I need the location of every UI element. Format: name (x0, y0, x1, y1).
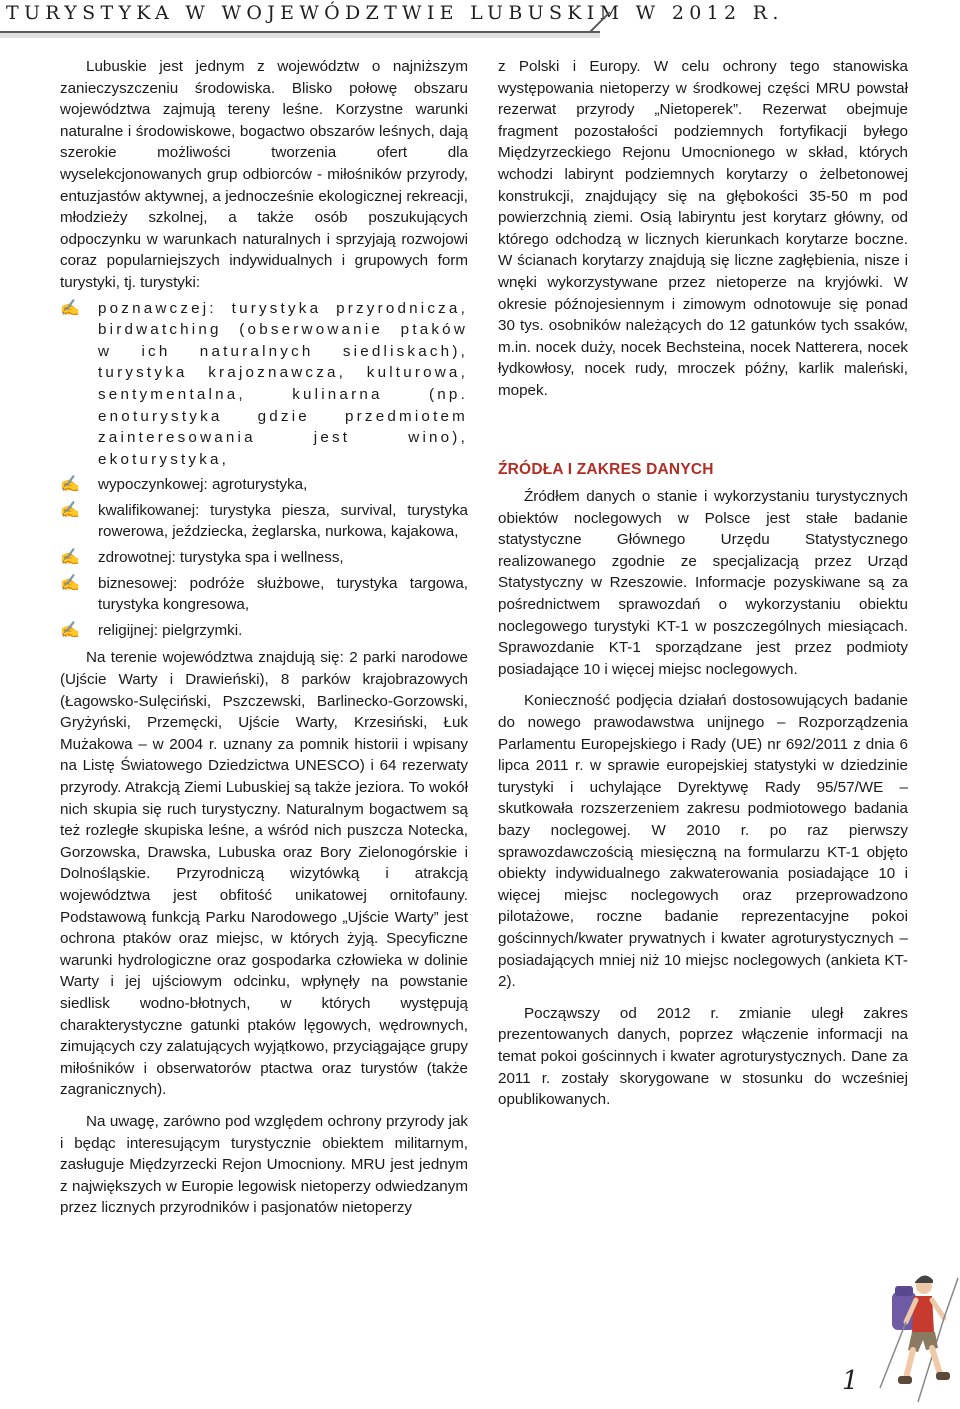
pen-nib-icon: ✍ (60, 476, 80, 494)
pen-nib-icon: ✍ (60, 574, 80, 592)
list-item (60, 573, 468, 616)
pen-nib-icon: ✍ (60, 621, 80, 639)
paragraph-sources: Źródłem danych o stanie i wykorzystaniu turystycznych obiektów noclegowych w Polsce jest stałe badanie statystyczne Głównego Urzędu Statystycznego realizowanego zgodnie ze specjalizacją przez Urząd Statystyczny w Rzeszowie. Informacje pozyskiwane są za pośrednictwem sprawozdań o wykorzystaniu obiektu noclegowego turystyki KT-1 w poszczególnych miesiącach. Sprawozdanie KT-1 sporządzane jest przez podmioty posiadające 10 i więcej miejsc noclegowych. (498, 488, 908, 678)
list-item-label: kwalifikowanej: (98, 501, 200, 519)
page-header (0, 0, 960, 42)
list-item-label: poznawczej: (98, 299, 217, 317)
left-column (60, 56, 468, 1219)
list-item (60, 500, 468, 543)
header-title: TURYSTYKA W WOJEWÓDZTWIE LUBUSKIM W 2012 R. (6, 2, 784, 24)
list-item-text: podróże służbowe, turystyka targowa, turystyka kongresowa, (98, 574, 468, 614)
paragraph-nietoperek: z Polski i Europy. W celu ochrony tego stanowiska występowania nietoperzy w środkowej części MRU powstał rezerwat przyrody „Nietoperek”. Rezerwat obejmuje fragment pozostałości podziemnych fortyfikacji byłego Międzyrzeckiego Rejonu Umocnionego w skład, których wchodzi labirynt podziemnych korytarzy o żelbetonowej konstrukcji, znajdujący się na głębokości 35-50 m pod powierzchnią ziemi. Osią labiryntu jest korytarz główny, od którego odchodzą w licznych kierunkach korytarze boczne. W ścianach korytarzy znajdują się liczne zagłębienia, nisze i wnęki wykorzystywane przez nietoperze na kryjówki. W okresie późnojesiennym i zimowym odnotowuje się ponad 30 tys. osobników należących do 12 gatunków tych ssaków, m.in. nocek duży, nocek Bechsteina, nocek Natterera, nocek łydkowłosy, nocek rudy, mroczek późny, karlik maleński, mopek. (498, 58, 908, 399)
list-item-label: biznesowej: (98, 574, 178, 592)
list-item (60, 298, 468, 471)
list-item (60, 620, 468, 642)
list-item-text: pielgrzymki. (157, 621, 243, 639)
list-item-label: wypoczynkowej: (98, 476, 208, 494)
tourism-types-list (60, 298, 468, 642)
pen-nib-icon: ✍ (60, 549, 80, 567)
list-item-label: religijnej: (98, 621, 158, 639)
paragraph-nature: Na terenie województwa znajdują się: 2 parki narodowe (Ujście Warty i Drawieński), 8 parków krajobrazowych (Łagowsko-Sulęciński, Pszczewski, Barlinecko-Gorzowski, Gryżyński, Przemęcki, Ujście Warty, Krzesiński, Łuk Mużakowa – w 2004 r. uznany za pomnik historii i wpisany na Listę Światowego Dziedzictwa UNESCO) i 64 rezerwaty przyrody. Atrakcją Ziemi Lubuskiej są także jeziora. To wokół nich skupia się ruch turystyczny. Naturalnym bogactwem są też rozległe skupiska leśne, a wśród nich puszcza Notecka, Gorzowska, Drawska, Lubuska oraz Bory Zielonogórskie i Dolnośląskie. Przyrodniczą wizytówką i atrakcją województwa jest obfitość unikatowej ornitofauny. Podstawową funkcją Parku Narodowego „Ujście Warty” jest ochrona ptaków oraz miejsc, w których żyją. Specyficzne warunki hydrologiczne oraz gospodarka człowieka w dolinie Warty i jej ujściowym odcinku, wpłynęły na powstanie siedlisk wodno-błotnych, w których występują charakterystyczne gatunki ptaków lęgowych, wędrownych, zimujących czy zalatujących wyjątkowo, przyciągające grupy miłośników i obserwatorów ptactwa oraz turystów (także zagranicznych). (60, 649, 468, 1099)
list-item-text: turystyka spa i wellness, (175, 549, 344, 567)
list-item-text: turystyka piesza, survival, turystyka rowerowa, jeździecka, żeglarska, nurkowa, kajakowa, (98, 501, 468, 541)
hiker-illustration (860, 1260, 960, 1405)
page-number: 1 (842, 1366, 859, 1396)
list-item-text: agroturystyka, (207, 476, 308, 494)
paragraph-scope-change: Począwszy od 2012 r. zmianie uległ zakres prezentowanych danych, poprzez włączenie informacji na temat pokoi gościnnych i kwater agroturystycznych. Dane za 2011 r. zostały skorygowane w stosunku do wcześniej opublikowanych. (498, 1004, 908, 1109)
list-item (60, 547, 468, 569)
header-band (0, 33, 600, 38)
list-item (60, 474, 468, 496)
section-heading: ŹRÓDŁA I ZAKRES DANYCH (498, 460, 714, 478)
right-column (498, 56, 908, 1111)
pen-nib-icon: ✍ (60, 501, 80, 519)
list-item-text: turystyka przyrodnicza, birdwatching (obserwowanie ptaków w ich naturalnych siedliskach), turystyka krajoznawcza, kulturowa, sentymentalna, kulinarna (np. enoturystyka gdzie przedmiotem zainteresowania jest wino), ekoturystyka, (98, 299, 468, 468)
pen-nib-icon: ✍ (60, 299, 80, 317)
list-item-label: zdrowotnej: (98, 549, 176, 567)
paragraph-intro: Lubuskie jest jednym z województw o najniższym zanieczyszczeniu środowiska. Blisko połowę obszaru województwa zajmują tereny leśne. Korzystne warunki naturalne i środowiskowe, bogactwo obszarów leśnych, dają szerokie możliwości tworzenia ofert dla wyselekcjonowanych grup odbiorców - miłośników przyrody, entuzjastów aktywnej, a jednocześnie ekologicznej rekreacji, młodzieży szkolnej, a także osób poszukujących odpoczynku w warunkach naturalnych i sprzyjają rozwojowi coraz popularniejszych indywidualnych i grupowych form turystyki, tj. turystyki: (60, 58, 468, 291)
paragraph-regulation: Konieczność podjęcia działań dostosowujących badanie do nowego prawodawstwa unijnego – Rozporządzenia Parlamentu Europejskiego i Rady (UE) nr 692/2011 z dnia 6 lipca 2011 r. w sprawie europejskiej statystyki w dziedzinie turystyki i uchylające Dyrektywę Rady 95/57/WE – skutkowała rozszerzeniem zakresu podmiotowego badania bazy noclegowej. W 2010 r. po raz pierwszy sprawozdawczością miesięczną na formularzu KT-1 objęto obiekty indywidualnego zakwaterowania posiadające 10 i więcej miejsc noclegowych oraz przeprowadzono pilotażowe, roczne badanie reprezentacyjne pokoi gościnnych/kwater prywatnych i kwater agroturystycznych – posiadających mniej niż 10 miejsc noclegowych (ankieta KT-2). (498, 692, 908, 991)
paragraph-mru: Na uwagę, zarówno pod względem ochrony przyrody jak i będąc interesującym turystycznie obiektem militarnym, zasługuje Międzyrzecki Rejon Umocniony. MRU jest jednym z największych w Europie legowisk nietoperzy odwiedzanym przez licznych przyrodników i pasjonatów nietoperzy (60, 1112, 468, 1217)
